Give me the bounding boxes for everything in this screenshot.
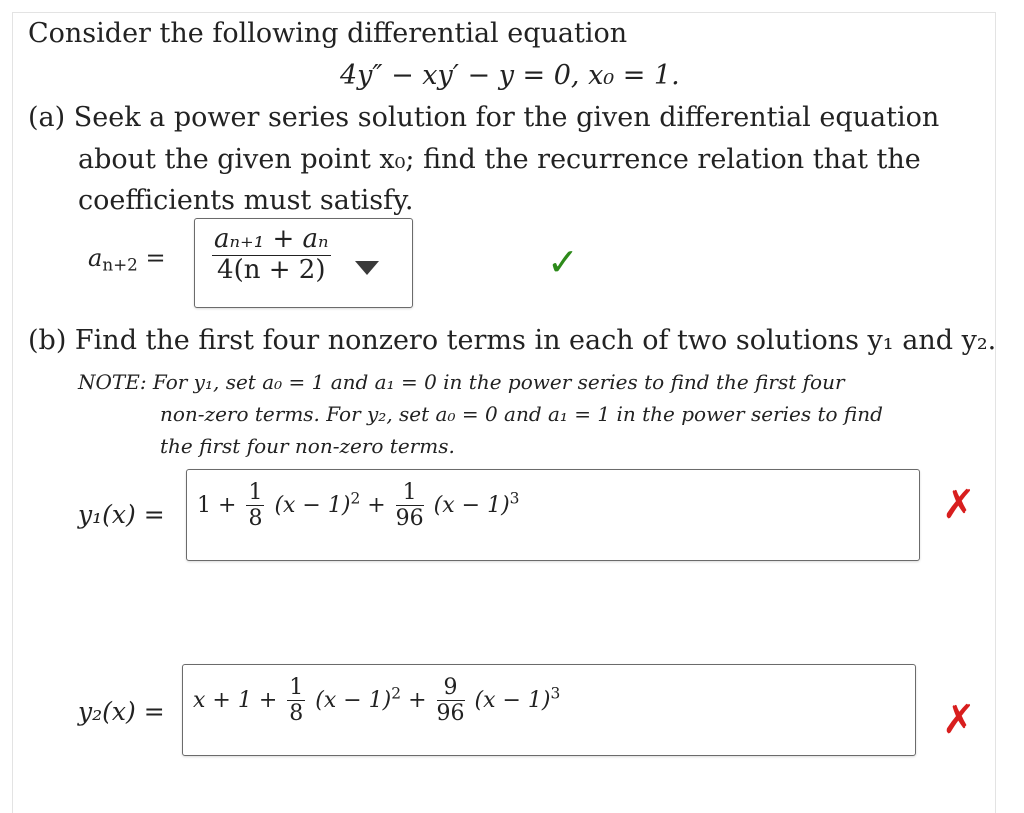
y1-frac2-num: 1 xyxy=(396,480,424,506)
y2-term2: (x − 1) xyxy=(315,687,392,713)
y1-frac1-den: 8 xyxy=(248,506,263,532)
y1-frac1-num: 1 xyxy=(248,480,263,505)
correct-check-icon: ✓ xyxy=(547,240,579,284)
y1-answer-expression xyxy=(197,480,519,532)
part-b-prompt: (b) Find the first four nonzero terms in each of two solutions y₁ and y₂. xyxy=(28,325,997,356)
y2-exp3: 3 xyxy=(550,684,561,703)
recurrence-answer-numerator: aₙ₊₁ + aₙ xyxy=(214,224,329,254)
part-b-note-line3: the first four non-zero terms. xyxy=(160,434,455,458)
y2-term3: (x − 1) xyxy=(474,687,551,713)
recurrence-answer-dropdown[interactable] xyxy=(194,218,413,308)
recurrence-lhs-subscript: n+2 xyxy=(102,254,138,275)
recurrence-lhs-symbol: a xyxy=(88,244,103,272)
y2-answer-expression xyxy=(193,675,560,727)
y2-label: y₂(x) = xyxy=(78,697,165,726)
y2-frac2-den: 96 xyxy=(436,701,465,727)
y2-frac2-num: 9 xyxy=(437,675,465,701)
y2-plus: + xyxy=(408,687,427,713)
y1-answer-input[interactable] xyxy=(186,469,920,561)
intro-text: Consider the following differential equation xyxy=(28,18,628,49)
y2-answer-input[interactable] xyxy=(182,664,916,756)
y2-frac1-den: 8 xyxy=(289,701,304,727)
dropdown-caret-icon[interactable] xyxy=(355,261,379,275)
y1-term1: 1 + xyxy=(197,492,237,518)
recurrence-equals: = xyxy=(145,244,166,272)
differential-equation: 4y″ − xy′ − y = 0, x₀ = 1. xyxy=(340,60,680,91)
y2-exp2: 2 xyxy=(391,684,402,703)
part-b-note-line2: non-zero terms. For y₂, set a₀ = 0 and a₁ = 1 in the power series to find xyxy=(160,402,883,426)
part-a-prompt-line1: (a) Seek a power series solution for the given differential equation xyxy=(28,102,940,133)
part-a-prompt-line3: coefficients must satisfy. xyxy=(78,185,414,216)
recurrence-answer-fraction xyxy=(209,225,334,286)
y1-frac2-den: 96 xyxy=(395,506,424,532)
recurrence-lhs xyxy=(88,244,166,275)
recurrence-answer-denominator: 4(n + 2) xyxy=(217,254,326,285)
y1-exp3: 3 xyxy=(509,489,520,508)
y1-label: y₁(x) = xyxy=(78,500,165,529)
part-b-note-line1: NOTE: For y₁, set a₀ = 1 and a₁ = 0 in the power series to find the first four xyxy=(78,370,845,394)
y1-incorrect-x-icon: ✗ xyxy=(942,482,976,528)
y1-term2: (x − 1) xyxy=(274,492,351,518)
y2-incorrect-x-icon: ✗ xyxy=(942,697,976,743)
y1-plus: + xyxy=(367,492,386,518)
part-a-prompt-line2: about the given point x₀; find the recurrence relation that the xyxy=(78,144,921,175)
y2-term1: x + 1 + xyxy=(193,687,278,713)
y2-frac1-num: 1 xyxy=(289,675,304,700)
y1-exp2: 2 xyxy=(350,489,361,508)
y1-term3: (x − 1) xyxy=(433,492,510,518)
